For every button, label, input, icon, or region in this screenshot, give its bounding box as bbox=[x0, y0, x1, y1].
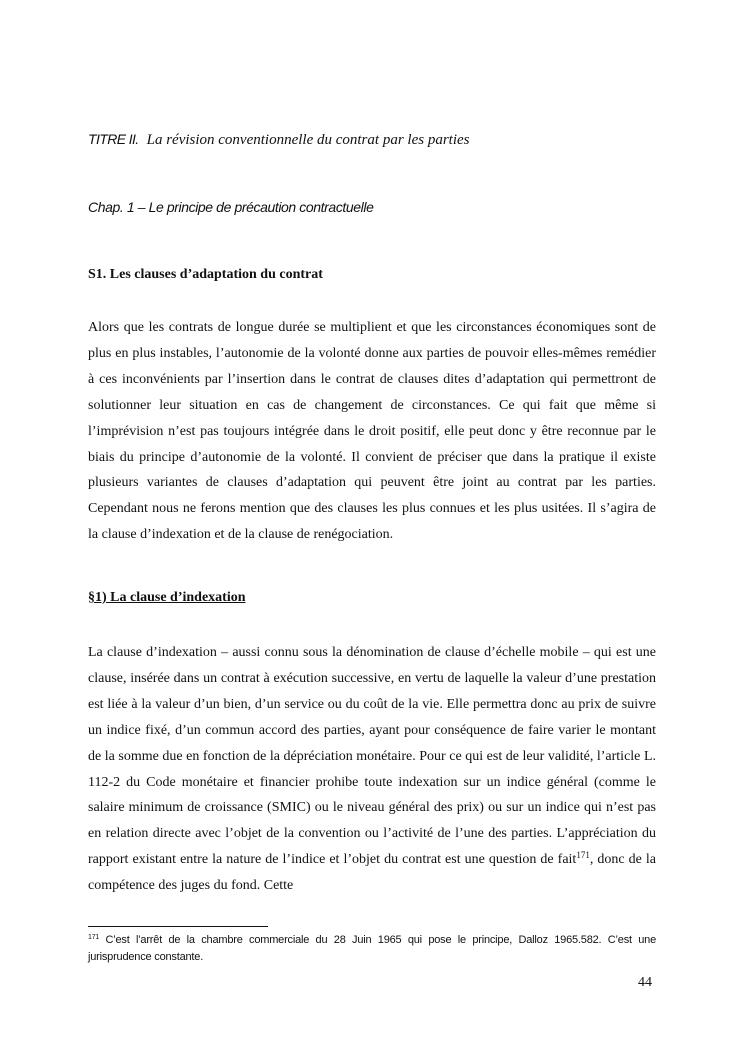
subsection-heading: §1) La clause d’indexation bbox=[88, 590, 246, 605]
footnote-text: C’est l’arrêt de la chambre commerciale du 28 Juin 1965 qui pose le principe, Dalloz 1965.582. C’est une jurisprudence constante. bbox=[88, 934, 656, 963]
footnote-separator bbox=[88, 926, 268, 927]
titre-label: TITRE II. bbox=[88, 131, 139, 147]
paragraph-indexation-tail: , donc de la compétence des juges du fond. Cette bbox=[88, 852, 657, 894]
titre-text: La révision conventionnelle du contrat par les parties bbox=[146, 132, 470, 148]
footnote-reference: 171 bbox=[576, 850, 590, 861]
paragraph-indexation bbox=[88, 640, 656, 899]
footnote bbox=[88, 932, 656, 966]
section-heading: S1. Les clauses d’adaptation du contrat bbox=[88, 267, 323, 282]
page-number: 44 bbox=[638, 975, 652, 990]
paragraph-indexation-text: La clause d’indexation – aussi connu sous la dénomination de clause d’échelle mobile – qui est une clause, insérée dans un contrat à exécution successive, en vertu de laquelle la valeur d’une prestation est liée à la valeur d’un bien, d’un service ou du coût de la vie. Elle permettra donc au prix de suivre un indice fixé, d’un commun accord des parties, ayant pour conséquence de faire varier le montant de la somme due en fonction de la dépréciation monétaire. Pour ce qui est de leur validité, l’article L. 112-2 du Code monétaire et financier prohibe toute indexation sur un indice général (comme le salaire minimum de croissance (SMIC) ou le niveau général des prix) ou sur un indice qui n’est pas en relation directe avec l’objet de la convention ou l’activité de l’une des parties. L’appréciation du rapport existant entre la nature de l’indice et l’objet du contrat est une question de fait bbox=[88, 645, 656, 868]
titre-heading bbox=[88, 131, 668, 149]
footnote-number: 171 bbox=[88, 934, 100, 941]
paragraph-intro: Alors que les contrats de longue durée se multiplient et que les circonstances économiques sont de plus en plus instables, l’autonomie de la volonté donne aux parties de pouvoir elles-mêmes remédier à ces inconvénients par l’insertion dans le contrat de clauses dites d’adaptation qui permettront de solutionner leur situation en cas de changement de circonstances. Ce qui fait que même si l’imprévision n’est pas toujours intégrée dans le droit positif, elle peut donc y être reconnue par le biais du principe d’autonomie de la volonté. Il convient de préciser que dans la pratique il existe plusieurs variantes de clauses d’adaptation qui peuvent être joint au contrat par les parties. Cependant nous ne ferons mention que des clauses les plus connues et les plus usitées. Il s’agira de la clause d’indexation et de la clause de renégociation. bbox=[88, 320, 656, 543]
chapter-heading: Chap. 1 – Le principe de précaution contractuelle bbox=[88, 199, 374, 215]
